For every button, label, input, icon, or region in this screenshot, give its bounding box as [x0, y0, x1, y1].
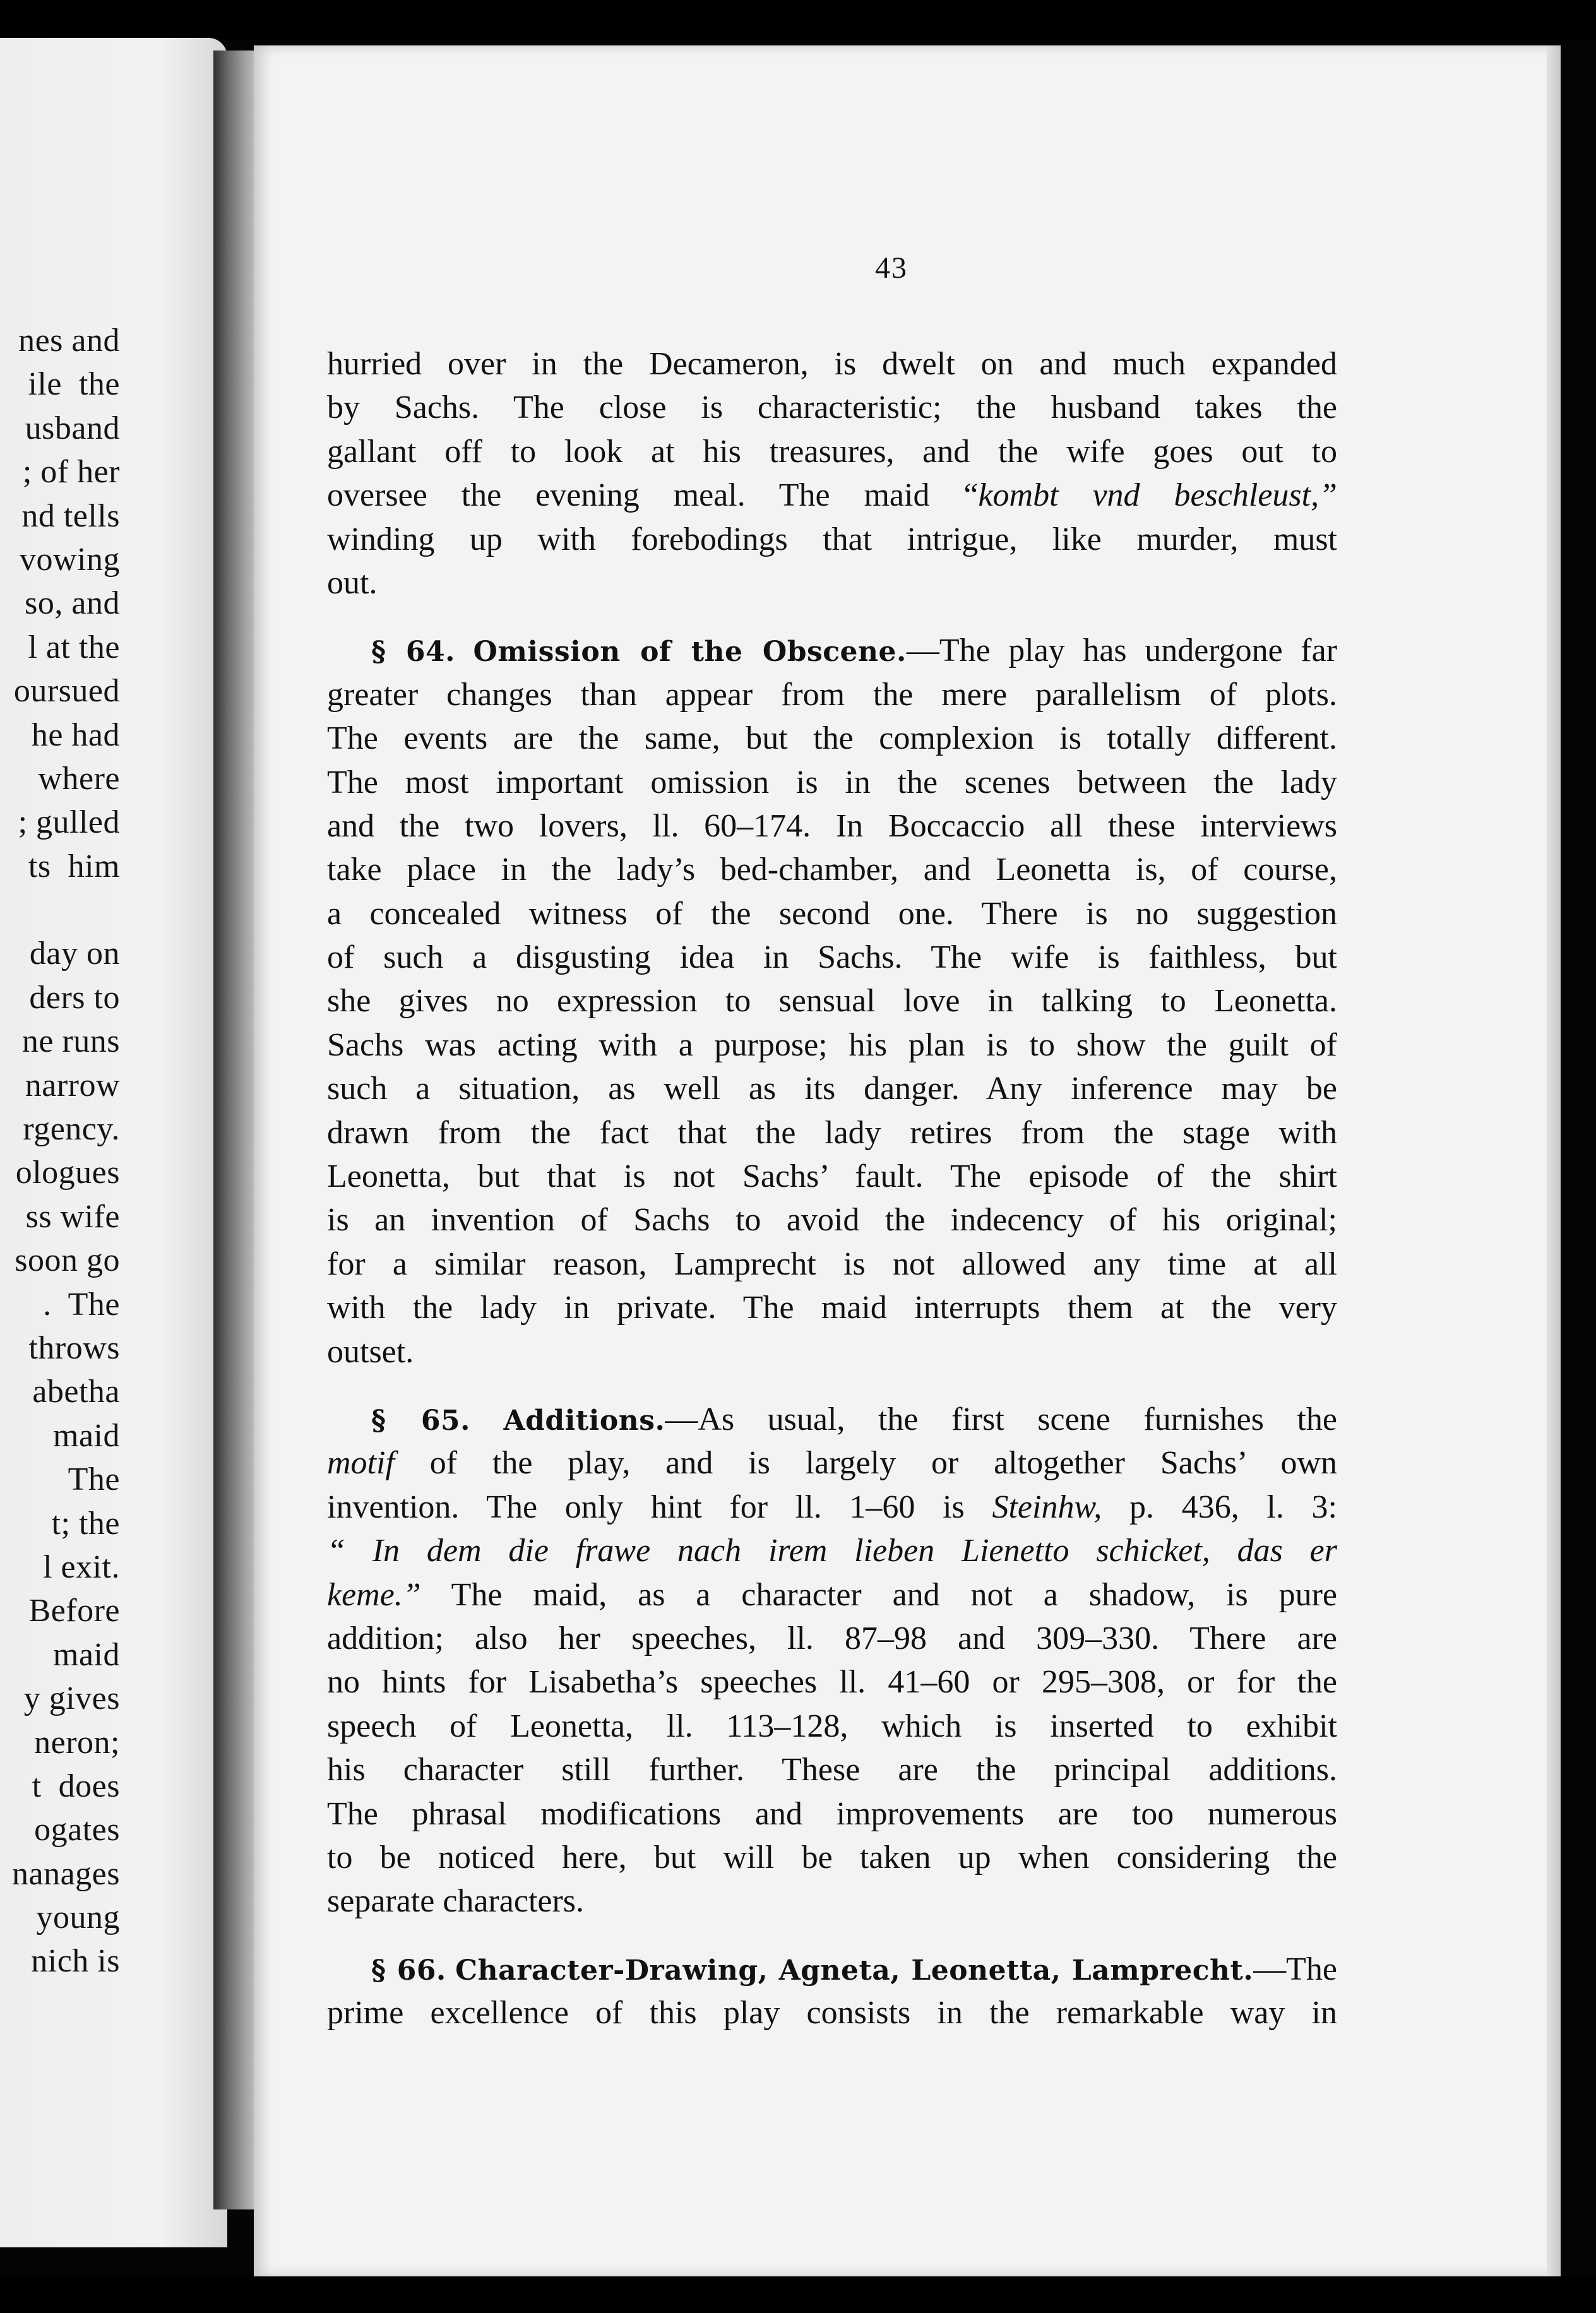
facing-page-line: day on — [29, 936, 120, 972]
text-run: oversee the evening meal. The maid “ — [327, 477, 979, 514]
text-line: no hints for Lisabetha’s speeches ll. 41–60 or 295–308, or for the — [327, 1664, 1337, 1701]
facing-page-line: soon go — [15, 1242, 120, 1279]
text-line — [327, 473, 1337, 517]
text-line: for a similar reason, Lamprecht is not allowed any time at all — [327, 1246, 1337, 1282]
section-title: Character-Drawing, Agneta, Leonetta, Lamprecht. — [455, 1954, 1254, 1987]
text-line: such a situation, as well as its danger. Any inference may be — [327, 1071, 1337, 1107]
section-number: § 65. — [371, 1404, 470, 1437]
facing-page-line: . The — [43, 1286, 120, 1323]
text-line: out. — [327, 564, 378, 601]
facing-page-line: ne runs — [21, 1023, 120, 1060]
text-run: —The play has undergone far — [906, 633, 1338, 669]
facing-page-line: y gives — [23, 1680, 120, 1717]
page-number: 43 — [875, 251, 908, 285]
facing-page-line: maid — [53, 1636, 120, 1673]
facing-page-line: t; the — [51, 1505, 120, 1542]
book-spine-shadow — [213, 51, 255, 2209]
facing-page-line: abetha — [32, 1374, 120, 1410]
facing-page-line: nanages — [12, 1855, 120, 1892]
text-line: winding up with forebodings that intrigue, like murder, must — [327, 521, 1337, 557]
facing-page-line: ; of her — [22, 454, 120, 491]
text-line: is an invention of Sachs to avoid the indecency of his original; — [327, 1202, 1337, 1239]
text-line: she gives no expression to sensual love in talking to Leonetta. — [327, 983, 1337, 1020]
text-line: by Sachs. The close is characteristic; the husband takes the — [327, 389, 1337, 426]
german-quote: “ In dem die frawe nach irem lieben Lienetto schicket, das er — [327, 1533, 1337, 1569]
facing-page-line: ders to — [29, 979, 120, 1016]
german-quote-end: keme.” — [327, 1576, 421, 1613]
facing-page-line: maid — [53, 1417, 120, 1454]
facing-page-line: young — [36, 1900, 120, 1936]
page-body — [327, 342, 1337, 2035]
section-title: Omission of the Obscene. — [473, 636, 907, 669]
text-run: p. 436, l. 3: — [1102, 1489, 1337, 1525]
section-title: Additions. — [503, 1404, 665, 1437]
facing-page-line: he had — [31, 716, 120, 753]
facing-page-line: ts him — [28, 848, 120, 884]
facing-page-line: so, and — [25, 585, 120, 622]
section-66-heading-line — [327, 1947, 1337, 1991]
text-run: The maid, as a character and not a shadow, is pure — [420, 1576, 1337, 1613]
facing-page-line — [0, 888, 120, 932]
book-page — [254, 45, 1561, 2277]
text-line: to be noticed here, but will be taken up when considering the — [327, 1839, 1337, 1876]
facing-page-line: ss wife — [25, 1198, 120, 1235]
text-line: prime excellence of this play consists in the remarkable way in — [327, 1995, 1337, 2031]
facing-page-line: nd tells — [21, 497, 120, 534]
facing-page-line: ile the — [28, 366, 120, 403]
text-line: and the two lovers, ll. 60–174. In Boccaccio all these interviews — [327, 807, 1337, 844]
facing-page-text — [0, 319, 120, 1983]
facing-page-line: throws — [28, 1329, 120, 1366]
text-line — [327, 1485, 1337, 1529]
facing-page-left — [0, 38, 227, 2247]
text-line: drawn from the fact that the lady retires from the stage with — [327, 1114, 1337, 1151]
facing-page-line: ogates — [34, 1812, 120, 1848]
italic-term: motif — [327, 1445, 395, 1482]
text-line: separate characters. — [327, 1883, 585, 1920]
text-run: —The — [1253, 1951, 1337, 1987]
facing-page-line: l exit. — [43, 1549, 120, 1585]
facing-page-line: usband — [25, 410, 120, 446]
scan-border-bottom — [0, 2276, 1596, 2313]
facing-page-line: neron; — [34, 1724, 120, 1761]
facing-page-line: t does — [32, 1768, 120, 1804]
facing-page-line: The — [68, 1461, 120, 1498]
text-line: outset. — [327, 1333, 414, 1370]
text-line: his character still further. These are the principal additions. — [327, 1752, 1337, 1788]
facing-page-line: nich is — [31, 1943, 120, 1980]
section-64-heading-line — [327, 629, 1337, 672]
text-line: The most important omission is in the scenes between the lady — [327, 764, 1337, 800]
facing-page-line: ologues — [15, 1155, 120, 1191]
text-run: —As usual, the first scene furnishes the — [665, 1401, 1338, 1437]
text-line: addition; also her speeches, ll. 87–98 and 309–330. There are — [327, 1620, 1337, 1656]
text-line: Sachs was acting with a purpose; his plan is to show the guilt of — [327, 1026, 1337, 1063]
text-run: invention. The only hint for ll. 1–60 is — [327, 1489, 992, 1525]
text-line: of such a disgusting idea in Sachs. The wife is faithless, but — [327, 939, 1337, 976]
text-line: take place in the lady’s bed-chamber, and Leonetta is, of course, — [327, 852, 1337, 888]
facing-page-line: ; gulled — [18, 804, 120, 841]
source-citation: Steinhw, — [992, 1489, 1102, 1525]
section-number: § 66. — [371, 1954, 446, 1987]
text-line: with the lady in private. The maid interrupts them at the very — [327, 1290, 1337, 1326]
facing-page-line: nes and — [18, 323, 120, 359]
facing-page-line: narrow — [25, 1067, 120, 1103]
text-line — [327, 1441, 1337, 1485]
section-number: § 64. — [371, 636, 455, 669]
facing-page-line: vowing — [20, 541, 120, 578]
text-line: hurried over in the Decameron, is dwelt on and much expanded — [327, 346, 1337, 382]
page-edge — [1547, 45, 1561, 2277]
text-line: gallant off to look at his treasures, and the wife goes out to — [327, 433, 1337, 470]
scan-border-top — [0, 0, 1596, 39]
text-line: The phrasal modifications and improvements are too numerous — [327, 1795, 1337, 1832]
text-line: greater changes than appear from the mere parallelism of plots. — [327, 676, 1337, 713]
facing-page-line: l at the — [28, 629, 120, 665]
facing-page-line: oursued — [13, 673, 120, 710]
text-run: of the play, and is largely or altogether Sachs’ own — [394, 1445, 1337, 1482]
text-line: speech of Leonetta, ll. 113–128, which is inserted to exhibit — [327, 1708, 1337, 1744]
text-line: a concealed witness of the second one. There is no suggestion — [327, 895, 1337, 932]
facing-page-line: Before — [28, 1593, 120, 1629]
german-quote: kombt vnd beschleust,” — [978, 477, 1337, 514]
text-line: Leonetta, but that is not Sachs’ fault. The episode of the shirt — [327, 1158, 1337, 1195]
section-65-heading-line — [327, 1398, 1337, 1441]
text-line — [327, 1573, 1337, 1617]
facing-page-line: where — [38, 760, 120, 797]
facing-page-line: rgency. — [23, 1111, 120, 1148]
text-line: The events are the same, but the complexion is totally different. — [327, 720, 1337, 757]
